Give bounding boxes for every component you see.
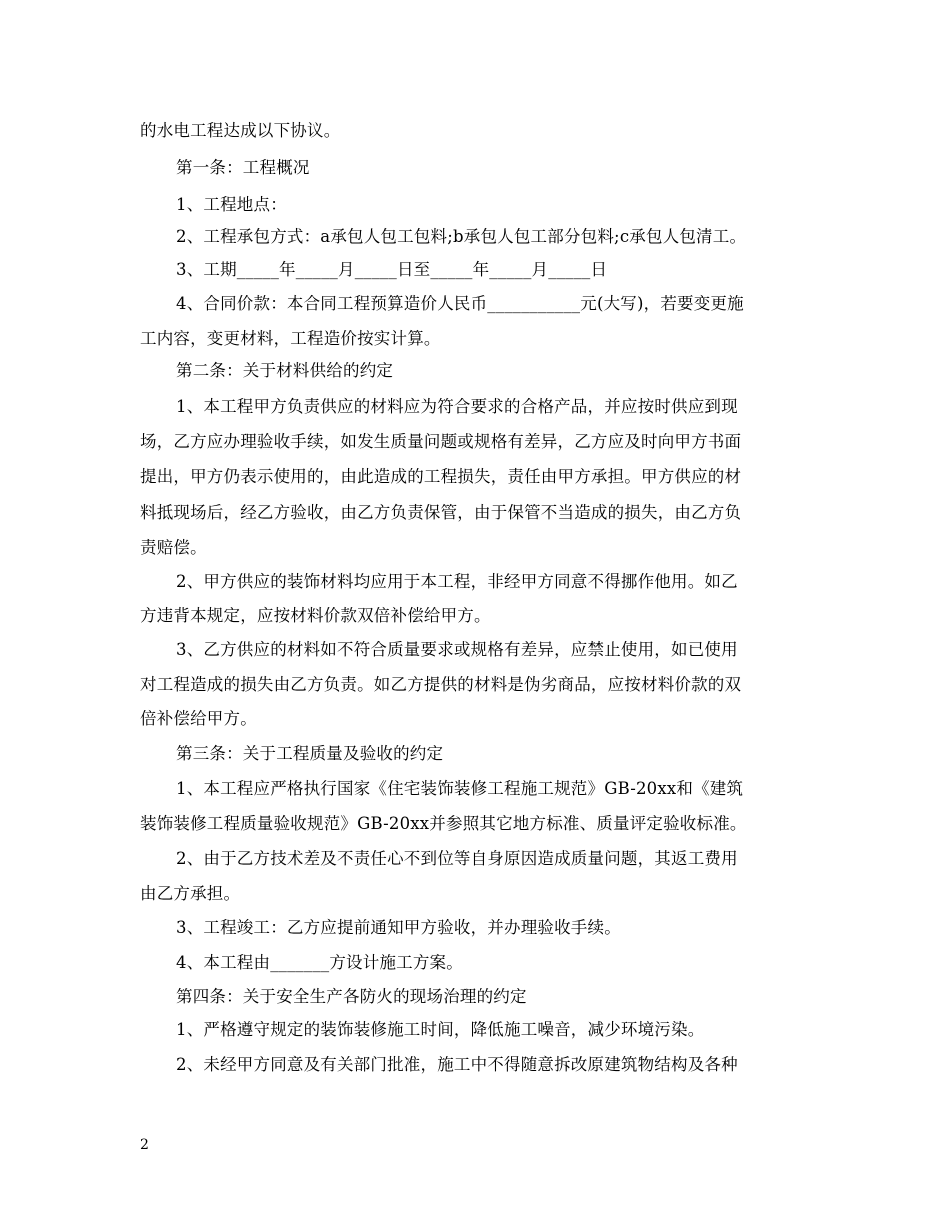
text-line: 1、严格遵守规定的装饰装修施工时间，降低施工噪音，减少环境污染。 <box>176 1020 705 1039</box>
text-line: 由乙方承担。 <box>140 884 241 903</box>
section-heading: 第三条：关于工程质量及验收的约定 <box>176 744 444 763</box>
text-line: 装饰装修工程质量验收规范》GB-20xx并参照其它地方标准、质量评定验收标准。 <box>140 814 747 833</box>
text-line: 3、工程竣工：乙方应提前通知甲方验收，并办理验收手续。 <box>176 918 621 937</box>
text-line: 2、甲方供应的装饰材料均应用于本工程，非经甲方同意不得挪作他用。如乙 <box>176 572 738 591</box>
text-line: 1、工程地点： <box>176 195 287 214</box>
section-heading: 第一条：工程概况 <box>176 158 310 177</box>
section-heading: 第二条：关于材料供给的约定 <box>176 361 394 380</box>
text-line: 4、合同价款：本合同工程预算造价人民币___________元(大写)，若要变更施 <box>176 294 744 313</box>
text-line: 4、本工程由_______方设计施工方案。 <box>176 953 463 972</box>
page-number: 2 <box>140 1137 149 1153</box>
text-line: 倍补偿给甲方。 <box>140 709 257 728</box>
text-line: 方违背本规定，应按材料价款双倍补偿给甲方。 <box>140 606 491 625</box>
section-heading: 第四条：关于安全生产各防火的现场治理的约定 <box>176 987 527 1006</box>
text-line: 对工程造成的损失由乙方负责。如乙方提供的材料是伪劣商品，应按材料价款的双 <box>140 675 742 694</box>
text-line: 的水电工程达成以下协议。 <box>140 121 341 140</box>
text-line: 2、由于乙方技术差及不责任心不到位等自身原因造成质量问题，其返工费用 <box>176 849 738 868</box>
text-line: 2、工程承包方式：a承包人包工包料;b承包人包工部分包料;c承包人包清工。 <box>176 227 747 246</box>
text-line: 场，乙方应办理验收手续，如发生质量问题或规格有差异，乙方应及时向甲方书面 <box>140 432 742 451</box>
text-line: 2、未经甲方同意及有关部门批准，施工中不得随意拆改原建筑物结构及各种 <box>176 1055 738 1074</box>
text-line: 3、乙方供应的材料如不符合质量要求或规格有差异，应禁止使用，如已使用 <box>176 640 738 659</box>
text-line: 工内容，变更材料，工程造价按实计算。 <box>140 329 441 348</box>
text-line: 提出，甲方仍表示使用的，由此造成的工程损失，责任由甲方承担。甲方供应的材 <box>140 467 742 486</box>
text-line: 料抵现场后，经乙方验收，由乙方负责保管，由于保管不当造成的损失，由乙方负 <box>140 503 742 522</box>
text-line: 1、本工程甲方负责供应的材料应为符合要求的合格产品，并应按时供应到现 <box>176 397 738 416</box>
text-line: 3、工期_____年_____月_____日至_____年_____月_____日 <box>176 260 608 279</box>
text-line: 责赔偿。 <box>140 538 207 557</box>
text-line: 1、本工程应严格执行国家《住宅装饰装修工程施工规范》GB-20xx和《建筑 <box>176 779 744 798</box>
